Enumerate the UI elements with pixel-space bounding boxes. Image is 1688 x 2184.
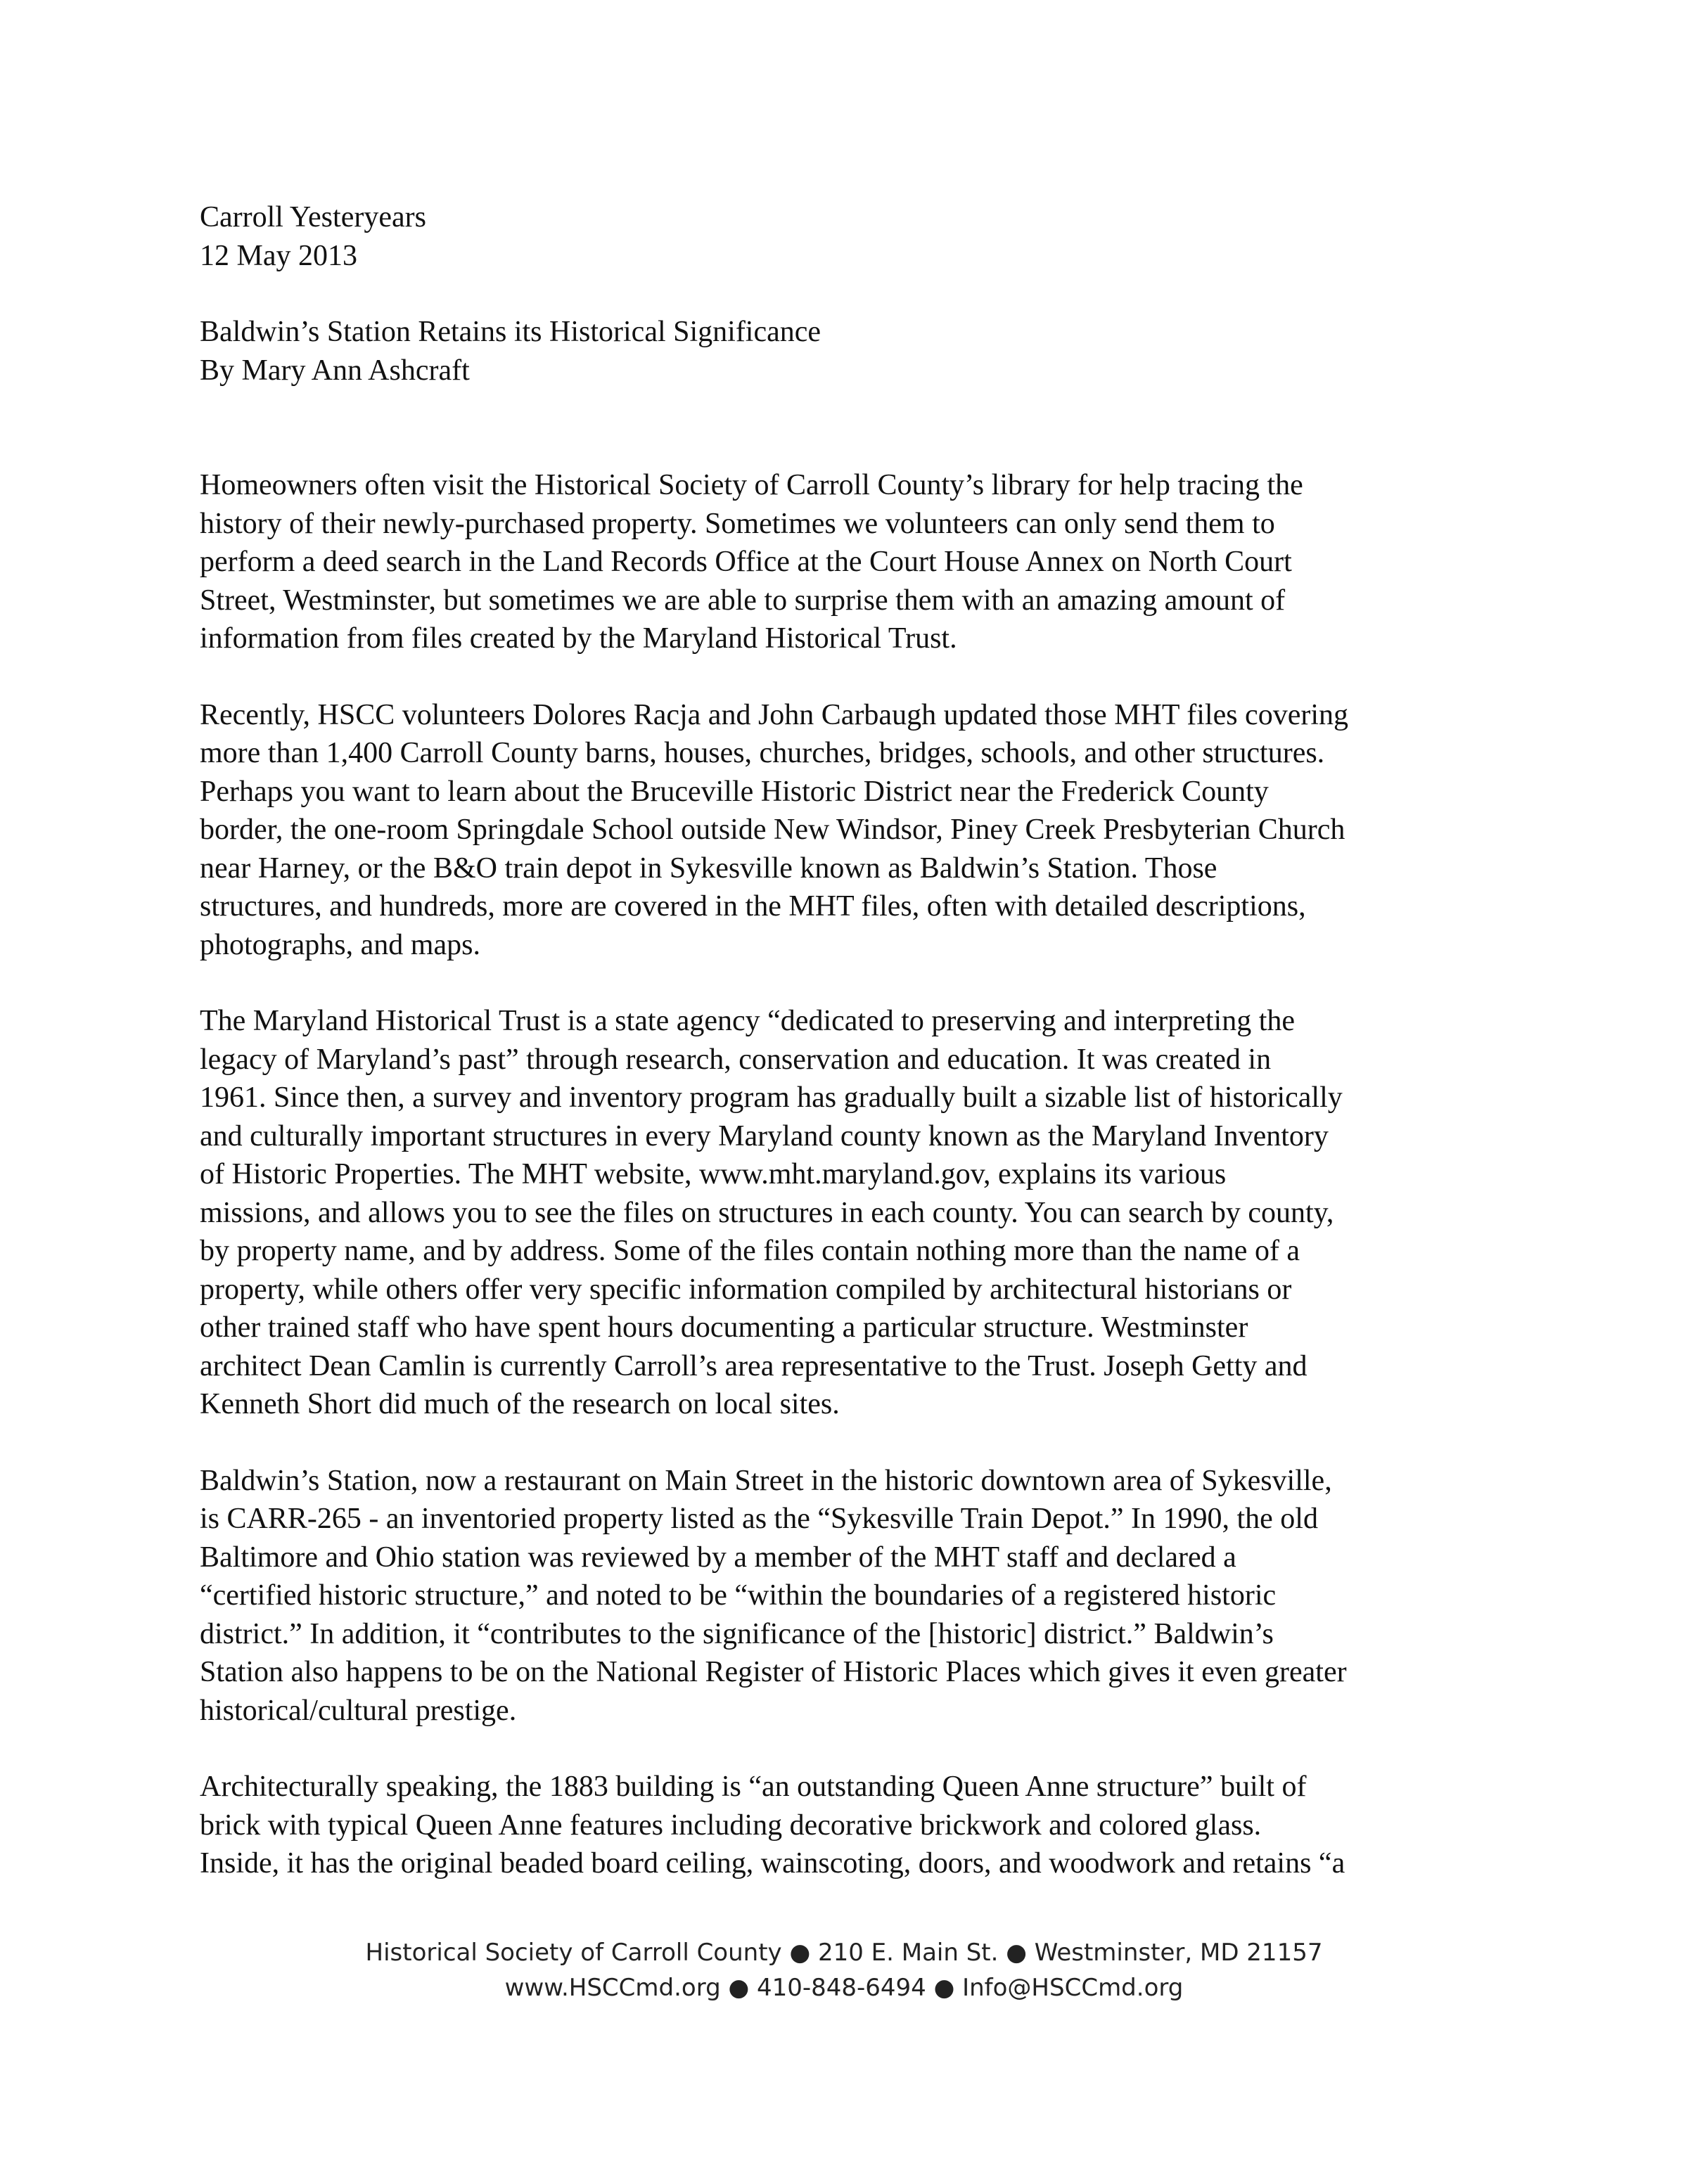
publication-date: 12 May 2013 [200,239,357,272]
article-body [200,198,1515,1883]
footer-contact: www.HSCCmd.org ● 410-848-6494 ● Info@HSCCmd.org [504,1974,1184,2002]
column-header [200,198,1515,275]
paragraph: Homeowners often visit the Historical Society of Carroll County’s library for help tracing the history of their newly-purchased property. Sometimes we volunteers can only send them to perform a deed search in the Land Records Office at the Court House Annex on North Court Street, Westminster, but sometimes we are able to surprise them with an amazing amount of information from files created by the Maryland Historical Trust. [200,469,1303,655]
paragraph: Architecturally speaking, the 1883 building is “an outstanding Queen Anne structure” built of brick with typical Queen Anne features including decorative brickwork and colored glass. Inside, it has the original beaded board ceiling, wainscoting, doors, and woodwork and retains “a [200,1771,1345,1880]
paragraph: Baldwin’s Station, now a restaurant on Main Street in the historic downtown area of Sykesville, is CARR-265 - an inventoried property listed as the “Sykesville Train Depot.” In 1990, the old Baltimore and Ohio station was reviewed by a member of the MHT staff and declared a “certified historic structure,” and noted to be “within the boundaries of a registered historic district.” In addition, it “contributes to the significance of the [historic] district.” Baldwin’s Station also happens to be on the National Register of Historic Places which gives it even greater historical/cultural prestige. [200,1464,1347,1727]
article-title: Baldwin’s Station Retains its Historical Significance [200,316,821,348]
paragraph: The Maryland Historical Trust is a state agency “dedicated to preserving and interpreting the legacy of Maryland’s past” through research, conservation and education. It was created in 1961. Since then, a survey and inventory program has gradually built a sizable list of historically and culturally important structures in every Maryland county known as the Maryland Inventory of Historic Properties. The MHT website, www.mht.maryland.gov, explains its various missions, and allows you to see the files on structures in each county. You can search by county, by property name, and by address. Some of the files contain nothing more than the name of a property, while others offer very specific information compiled by architectural historians or other trained staff who have spent hours documenting a particular structure. Westminster architect Dean Camlin is currently Carroll’s area representative to the Trust. Joseph Getty and Kenneth Short did much of the research on local sites. [200,1005,1343,1420]
column-name: Carroll Yesteryears [200,201,426,233]
footer-address: Historical Society of Carroll County ● 210 E. Main St. ● Westminster, MD 21157 [365,1939,1323,1967]
article-byline: By Mary Ann Ashcraft [200,354,470,387]
article-heading [200,313,1515,390]
paragraph: Recently, HSCC volunteers Dolores Racja and John Carbaugh updated those MHT files covering more than 1,400 Carroll County barns, houses, churches, bridges, schools, and other structures. Perhaps you want to learn about the Bruceville Historic District near the Frederick County border, the one-room Springdale School outside New Windsor, Piney Creek Presbyterian Church near Harney, or the B&O train depot in Sykesville known as Baldwin’s Station. Those structures, and hundreds, more are covered in the MHT files, often with detailed descriptions, photographs, and maps. [200,698,1348,961]
page-footer [0,1935,1688,2005]
